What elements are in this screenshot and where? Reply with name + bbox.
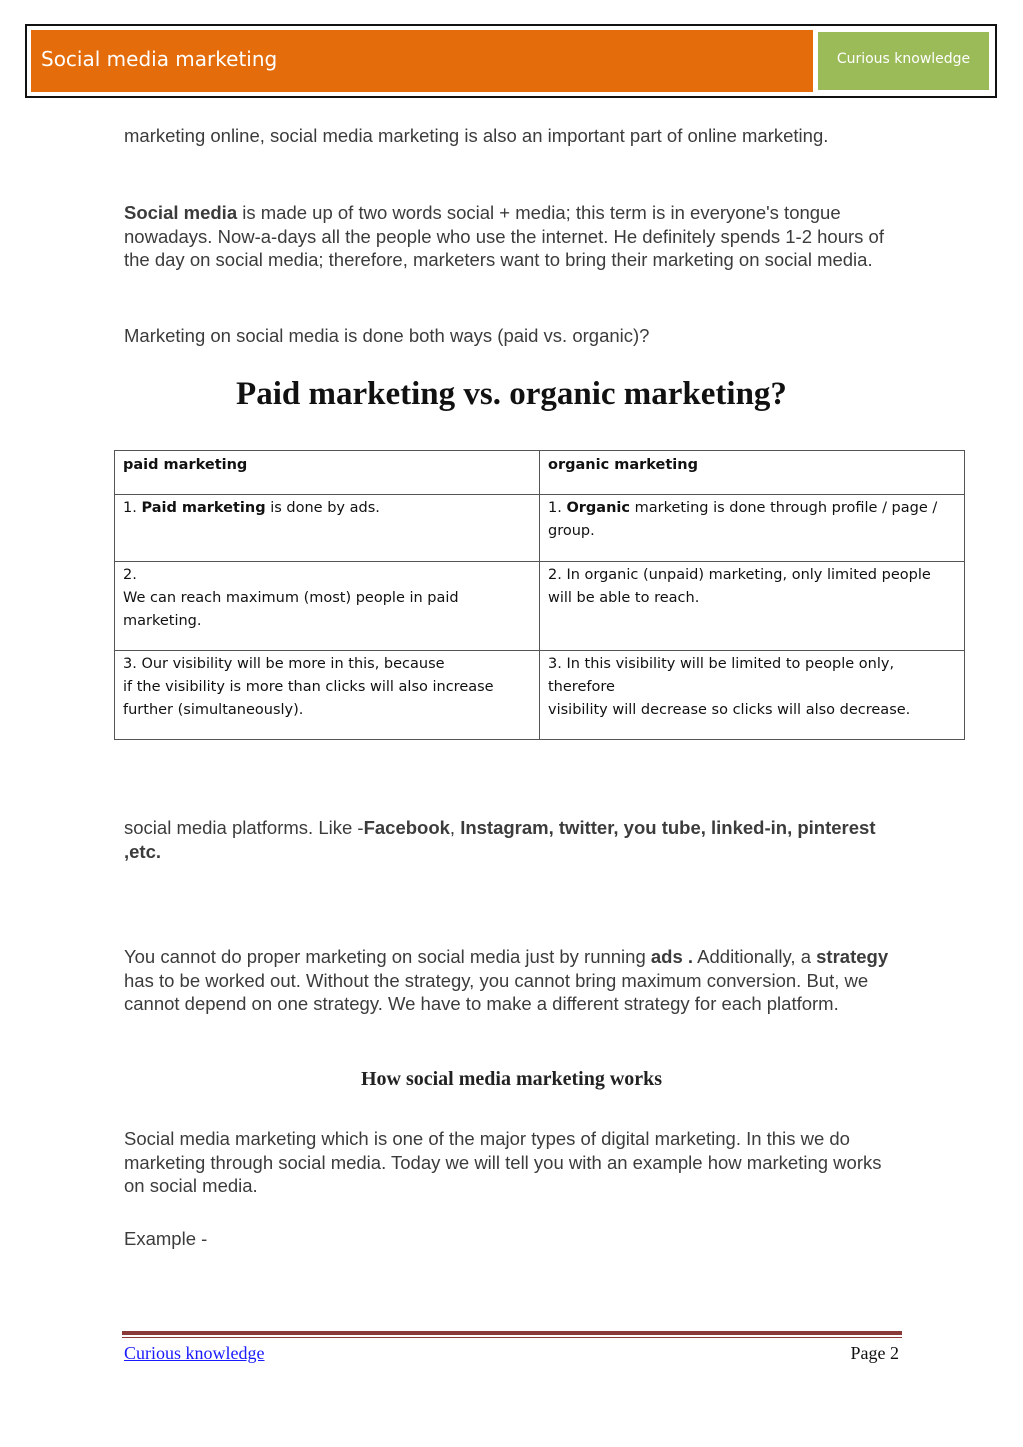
cell-text: 1.: [123, 500, 142, 516]
platforms-list: Instagram, twitter, you tube, linked-in, pinterest ,etc.: [124, 817, 876, 862]
strategy-text: Additionally, a: [693, 946, 817, 967]
strategy-paragraph: [124, 945, 894, 1016]
table-cell: [115, 562, 540, 651]
table-cell: [540, 651, 965, 740]
header-organic: organic marketing: [548, 457, 698, 473]
cell-text: 2. In organic (unpaid) marketing, only limited people will be able to reach.: [548, 567, 931, 606]
intro-paragraph-2-text: is made up of two words social + media; this term is in everyone's tongue nowadays. Now-a-days all the people who use the internet. He definitely spends 1-2 hours of the day on social media; therefore, marketers want to bring their marketing on social media.: [124, 202, 884, 270]
how-paragraph-2: Example -: [124, 1228, 208, 1249]
platforms-separator: ,: [449, 817, 461, 838]
cell-text: We can reach maximum (most) people in paid marketing.: [123, 590, 459, 629]
page-number: Page 2: [850, 1343, 899, 1363]
cell-bold: Paid marketing: [141, 500, 266, 516]
cell-text: marketing is done through profile / page / group.: [548, 500, 938, 539]
platforms-text: social media platforms. Like -: [124, 817, 364, 838]
strategy-term: strategy: [816, 946, 889, 967]
table-row: [115, 495, 965, 562]
strategy-text: You cannot do proper marketing on social media just by running: [124, 946, 651, 967]
table-header-row: [115, 451, 965, 495]
social-media-term: Social media: [124, 202, 238, 223]
platform-facebook: Facebook: [363, 817, 450, 838]
header-title: Social media marketing: [41, 47, 278, 71]
cell-text: visibility will decrease so clicks will also decrease.: [548, 702, 911, 718]
how-paragraph-1: Social media marketing which is one of the major types of digital marketing. In this we do marketing through social media. Today we will tell you with an example how marketing works on social media.: [124, 1128, 882, 1196]
table-cell: [540, 495, 965, 562]
section-heading-how-it-works: How social media marketing works: [360, 1068, 663, 1090]
cell-text: if the visibility is more than clicks will also increase further (simultaneously).: [123, 679, 494, 718]
header-badge: [816, 30, 991, 92]
header-title-bar: [31, 30, 813, 92]
table-cell: [115, 495, 540, 562]
cell-bold: Organic: [566, 500, 630, 516]
table-header-cell: [115, 451, 540, 495]
cell-text: 3. In this visibility will be limited to people only, therefore: [548, 656, 895, 695]
ads-term: ads .: [650, 946, 694, 967]
strategy-text: has to be worked out. Without the strategy, you cannot bring maximum conversion. But, we cannot depend on one strategy. We have to make a different strategy for each platform.: [124, 969, 869, 1014]
table-row: [115, 562, 965, 651]
table-header-cell: [540, 451, 965, 495]
header-badge-label: Curious knowledge: [836, 51, 971, 67]
footer-rule-thin: [122, 1337, 902, 1338]
intro-paragraph-1: marketing online, social media marketing is also an important part of online marketing.: [124, 125, 829, 146]
section-heading-paid-vs-organic: Paid marketing vs. organic marketing?: [236, 376, 787, 412]
comparison-table: [114, 450, 965, 740]
header-paid: paid marketing: [123, 457, 248, 473]
table-cell: [115, 651, 540, 740]
cell-text: 2.: [123, 567, 137, 583]
intro-paragraph-2: [124, 201, 914, 272]
table-row: [115, 651, 965, 740]
platforms-paragraph: [124, 816, 904, 863]
footer-rule: [122, 1331, 902, 1335]
intro-paragraph-3: Marketing on social media is done both ways (paid vs. organic)?: [124, 325, 650, 346]
cell-text: 3. Our visibility will be more in this, because: [123, 656, 445, 672]
table-cell: [540, 562, 965, 651]
cell-text: 1.: [548, 500, 567, 516]
cell-text: is done by ads.: [265, 500, 380, 516]
footer-link[interactable]: Curious knowledge: [124, 1343, 265, 1363]
